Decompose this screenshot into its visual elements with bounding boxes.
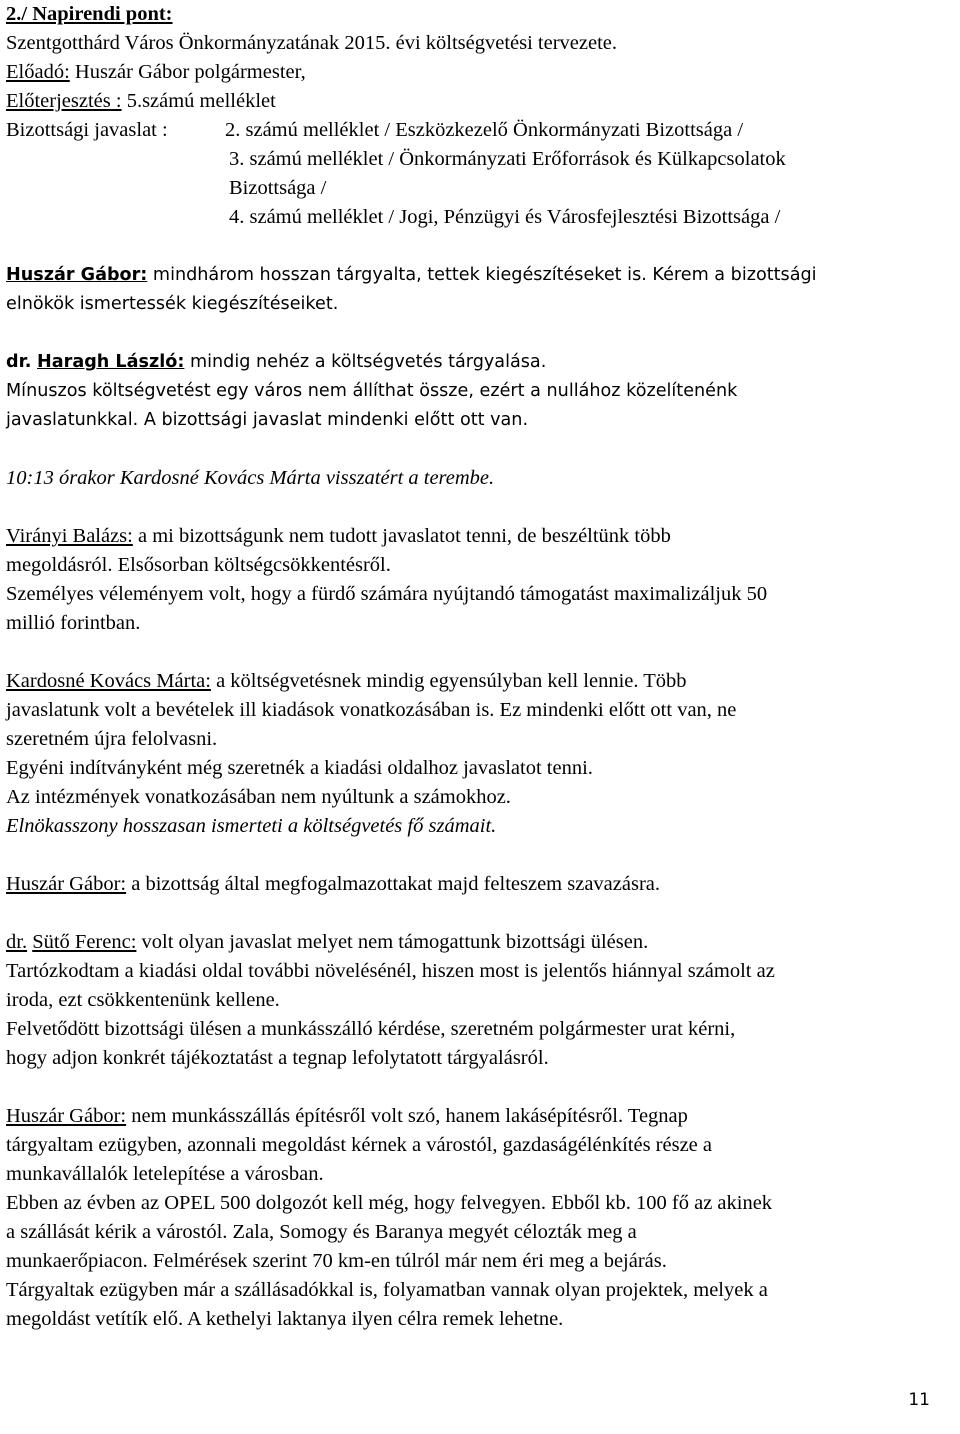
- speech-line: millió forintban.: [6, 612, 141, 634]
- note-text: 10:13 órakor Kardosné Kovács Márta visszatért a terembe.: [6, 467, 495, 489]
- speaker-name: Huszár Gábor:: [6, 1105, 127, 1127]
- agenda-block: [6, 0, 954, 232]
- speaker-name: Haragh László:: [37, 352, 185, 372]
- speaker-prefix: dr.: [6, 931, 28, 953]
- speech-line: hogy adjon konkrét tájékoztatást a tegnap lefolytatott tárgyalásról.: [6, 1047, 549, 1069]
- committee-label: Bizottsági javaslat :: [6, 119, 168, 141]
- speech-line: [6, 870, 954, 899]
- speech-line: [6, 522, 954, 551]
- speech-line: [6, 667, 954, 696]
- speaker-name: Huszár Gábor:: [6, 265, 148, 285]
- speech-line: javaslatunkkal. A bizottsági javaslat mindenki előtt ott van.: [6, 410, 529, 430]
- speech-line: Tárgyaltak ezügyben már a szállásadókkal is, folyamatban vannak olyan projektek, melyek a: [6, 1279, 768, 1301]
- presenter-value: Huszár Gábor polgármester,: [69, 61, 306, 83]
- speech-huszar-1: [6, 261, 954, 319]
- speech-text: nem munkásszállás építésről volt szó, hanem lakásépítésről. Tegnap: [126, 1105, 688, 1127]
- speech-line: szeretném újra felolvasni.: [6, 728, 218, 750]
- speech-haragh: [6, 348, 954, 435]
- speech-text: a bizottság által megfogalmazottakat majd felteszem szavazásra.: [126, 873, 661, 895]
- speech-line: tárgyaltam ezügyben, azonnali megoldást kérnek a várostól, gazdaságélénkítés része a: [6, 1134, 713, 1156]
- agenda-title: Szentgotthárd Város Önkormányzatának 2015. évi költségvetési tervezete.: [6, 32, 618, 54]
- speech-kardosne: [6, 667, 954, 841]
- committee-item-2a: 3. számú melléklet / Önkormányzati Erőforrások és Külkapcsolatok: [229, 148, 786, 170]
- speech-line: a szállását kérik a várostól. Zala, Somogy és Baranya megyét célozták meg a: [6, 1221, 637, 1243]
- speech-line: Az intézmények vonatkozásában nem nyúltunk a számokhoz.: [6, 786, 511, 808]
- speech-line: megoldásról. Elsősorban költségcsökkentésről.: [6, 554, 391, 576]
- committee-row: [6, 116, 954, 145]
- speech-huszar-2: [6, 870, 954, 899]
- speech-text: mindhárom hosszan tárgyalta, tettek kiegészítéseket is. Kérem a bizottsági: [147, 265, 817, 285]
- speech-line: munkaerőpiacon. Felmérések szerint 70 km-en túlról már nem éri meg a bejárás.: [6, 1250, 667, 1272]
- speech-line: megoldást vetítík elő. A kethelyi laktanya ilyen célra remek lehetne.: [6, 1308, 564, 1330]
- speech-line: Egyéni indítványként még szeretnék a kiadási oldalhoz javaslatot tenni.: [6, 757, 593, 779]
- speech-line: Mínuszos költségvetést egy város nem állíthat össze, ezért a nullához közelítenénk: [6, 381, 738, 401]
- speech-line: Felvetődött bizottsági ülésen a munkásszálló kérdése, szeretném polgármester urat kérni,: [6, 1018, 736, 1040]
- page-number: 11: [908, 1390, 930, 1410]
- speaker-name: Huszár Gábor:: [6, 873, 127, 895]
- speaker-name: Sütő Ferenc:: [32, 931, 137, 953]
- speech-line: [6, 261, 954, 290]
- speaker-name: Kardosné Kovács Márta:: [6, 670, 211, 692]
- speech-line: [6, 1102, 954, 1131]
- speaker-prefix: dr.: [6, 352, 32, 372]
- speech-text: a mi bizottságunk nem tudott javaslatot tenni, de beszéltünk több: [132, 525, 671, 547]
- committee-item-1: 2. számú melléklet / Eszközkezelő Önkormányzati Bizottsága /: [225, 119, 744, 141]
- speech-text: volt olyan javaslat melyet nem támogattunk bizottsági ülésen.: [136, 931, 649, 953]
- speech-line: Tartózkodtam a kiadási oldal további növelésénél, hiszen most is jelentős hiánnyal számolt az: [6, 960, 775, 982]
- speech-line: javaslatunk volt a bevételek ill kiadások vonatkozásában is. Ez mindenki előtt ott van, ne: [6, 699, 737, 721]
- note-text: Elnökasszony hosszasan ismerteti a költségvetés fő számait.: [6, 815, 497, 837]
- speech-text: a költségvetésnek mindig egyensúlyban kell lennie. Több: [210, 670, 687, 692]
- speech-viranyi: [6, 522, 954, 638]
- document-page: [6, 0, 954, 1334]
- speaker-name: Virányi Balázs:: [6, 525, 133, 547]
- speech-suto: [6, 928, 954, 1073]
- speech-line: munkavállalók letelepítése a városban.: [6, 1163, 324, 1185]
- submission-value: 5.számú melléklet: [121, 90, 276, 112]
- speech-line: elnökök ismertessék kiegészítéseiket.: [6, 294, 339, 314]
- agenda-presenter: [6, 58, 954, 87]
- agenda-submission: [6, 87, 954, 116]
- speech-line: [6, 928, 954, 957]
- agenda-heading: 2./ Napirendi pont:: [6, 3, 173, 25]
- speech-line: Ebben az évben az OPEL 500 dolgozót kell még, hogy felvegyen. Ebből kb. 100 fő az akinek: [6, 1192, 773, 1214]
- submission-label: Előterjesztés :: [6, 90, 122, 112]
- speech-line: iroda, ezt csökkentenünk kellene.: [6, 989, 280, 1011]
- speech-line: Személyes véleményem volt, hogy a fürdő számára nyújtandó támogatást maximalizáljuk 50: [6, 583, 768, 605]
- presenter-label: Előadó:: [6, 61, 70, 83]
- speech-line: [6, 348, 954, 377]
- committee-item-3: 4. számú melléklet / Jogi, Pénzügyi és Városfejlesztési Bizottsága /: [229, 206, 781, 228]
- committee-item-2b: Bizottsága /: [229, 177, 327, 199]
- procedural-note: [6, 464, 954, 493]
- speech-text: mindig nehéz a költségvetés tárgyalása.: [184, 352, 547, 372]
- speech-huszar-3: [6, 1102, 954, 1334]
